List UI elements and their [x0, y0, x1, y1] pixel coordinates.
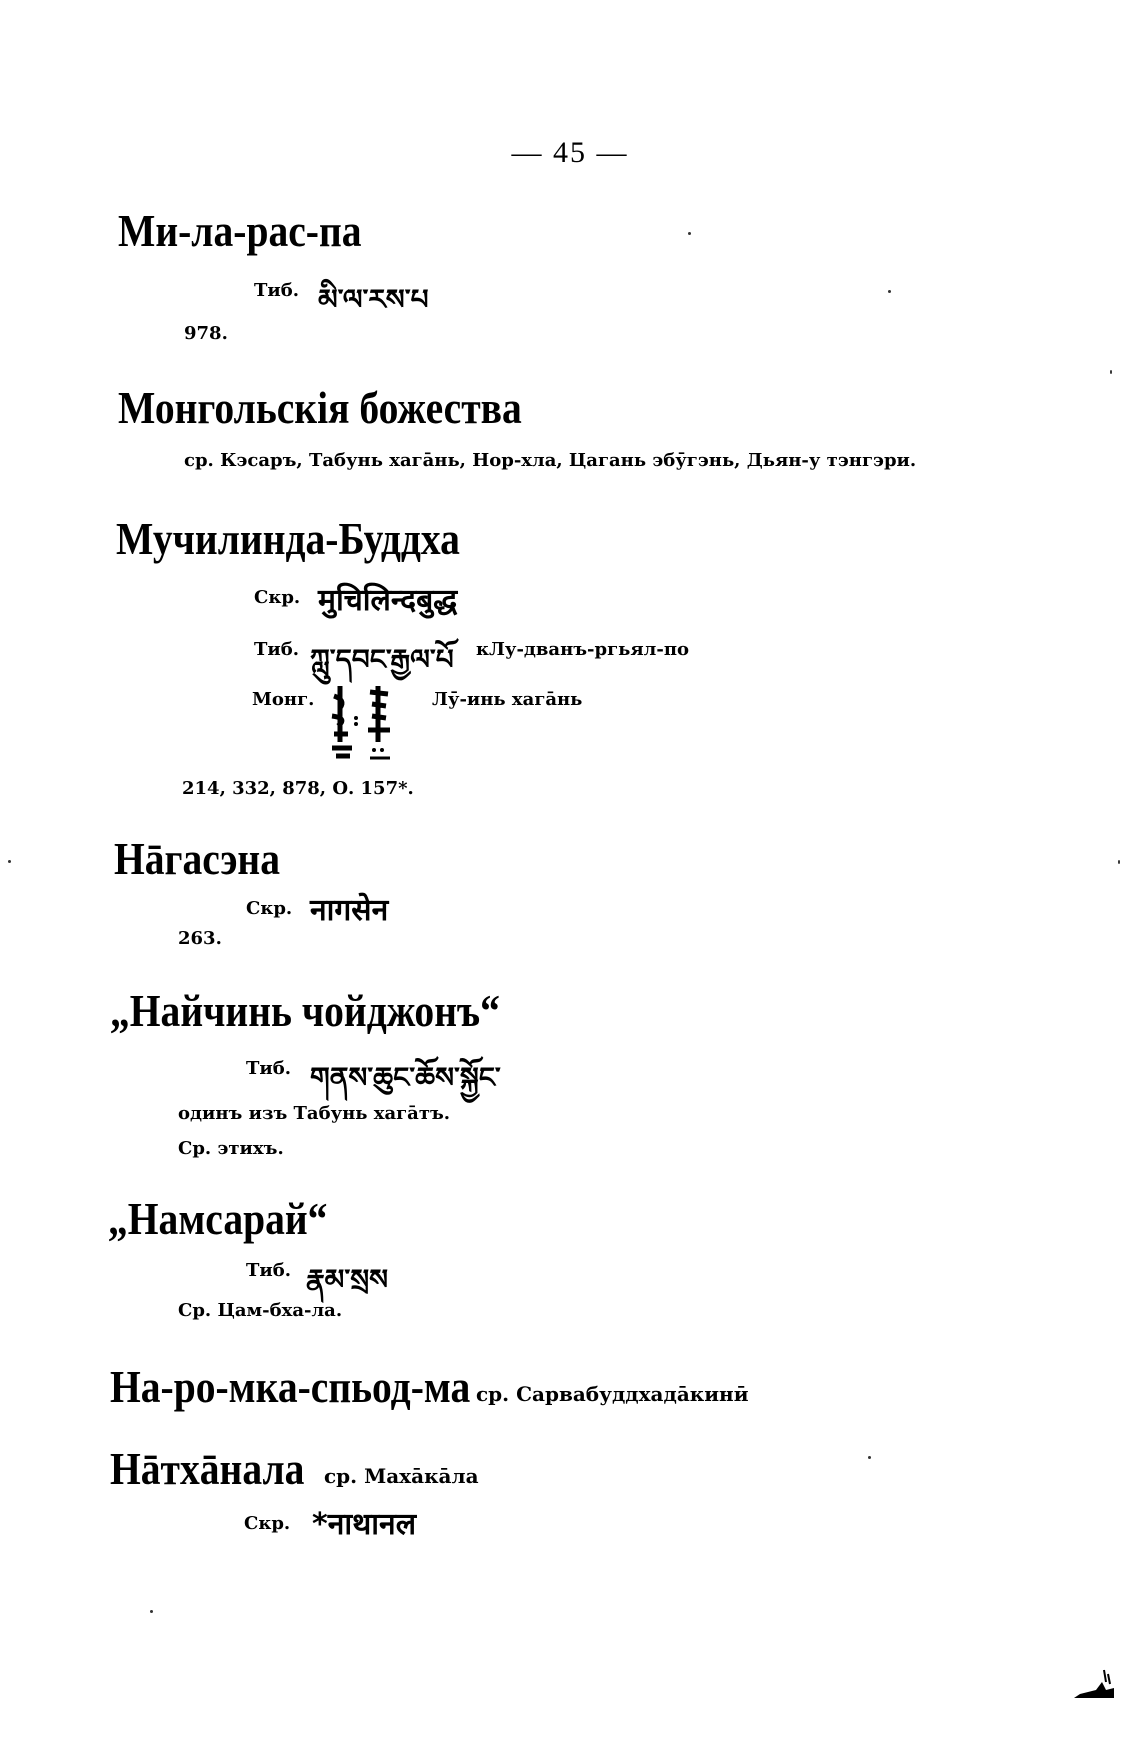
scan-speck — [868, 1456, 871, 1459]
see-also: Ср. Цам-бха-ла. — [178, 1300, 343, 1321]
see-also: Ср. этихъ. — [178, 1138, 284, 1159]
scan-speck — [688, 232, 691, 235]
headword: Мучилинда-Буддха — [116, 513, 460, 564]
headword: Монгольскія божества — [118, 382, 522, 433]
headword: На-ро-мка-спьод-ма — [110, 1361, 471, 1412]
scan-speck — [150, 1610, 153, 1613]
mongolian-script-glyph — [322, 682, 402, 762]
headword: Ми-ла-рас-па — [118, 205, 362, 256]
scan-speck — [1118, 860, 1120, 864]
scan-speck — [8, 860, 11, 863]
note: одинъ изъ Табунь хагāтъ. — [178, 1103, 451, 1124]
headword: Нāгасэна — [114, 833, 281, 884]
sanskrit-script: नागसेन — [310, 893, 389, 928]
tibetan-script: ཀླུ་དབང་རྒྱལ་པོ — [310, 643, 454, 676]
tibetan-label: Тиб. — [254, 280, 300, 301]
sanskrit-label: Скр. — [254, 587, 301, 608]
sanskrit-script: *नाथानल — [312, 1507, 417, 1542]
sanskrit-label: Скр. — [244, 1513, 291, 1534]
tibetan-transliteration: кЛу-дванъ-ргьял-по — [476, 639, 690, 660]
reference-numbers: 214, 332, 878, О. 157*. — [182, 778, 414, 799]
see-also: ср. Махāкāла — [324, 1464, 479, 1488]
scan-speck — [888, 290, 891, 293]
tibetan-label: Тиб. — [254, 639, 300, 660]
reference-numbers: 263. — [178, 928, 222, 949]
tibetan-script: མི་ལ་རས་པ — [318, 283, 429, 316]
tibetan-script: རྣམ་སྲས — [306, 1263, 389, 1296]
headword: „Найчинь чойджонъ“ — [110, 985, 500, 1036]
mongolian-label: Монг. — [252, 689, 315, 710]
page-number: — 45 — — [511, 136, 629, 169]
see-also: ср. Сарвабуддхадāкинӣ — [476, 1382, 749, 1406]
tibetan-script: གནས་ཆུང་ཆོས་སྐྱོང་ — [310, 1061, 501, 1094]
sanskrit-script: मुचिलिन्दबुद्ध — [318, 583, 458, 618]
headword: Нāтхāнала — [110, 1443, 305, 1494]
mongolian-transliteration: Лӯ-инь хагāнь — [432, 689, 583, 710]
see-also: ср. Кэсаръ, Табунь хагāнь, Нор-хла, Цагань эбӯгэнь, Дьян-у тэнгэри. — [184, 450, 917, 471]
scan-smudge — [1072, 1664, 1116, 1700]
reference-numbers: 978. — [184, 323, 228, 344]
scan-speck — [1110, 370, 1112, 374]
sanskrit-label: Скр. — [246, 898, 293, 919]
headword: „Намсарай“ — [108, 1193, 328, 1244]
tibetan-label: Тиб. — [246, 1058, 292, 1079]
tibetan-label: Тиб. — [246, 1260, 292, 1281]
